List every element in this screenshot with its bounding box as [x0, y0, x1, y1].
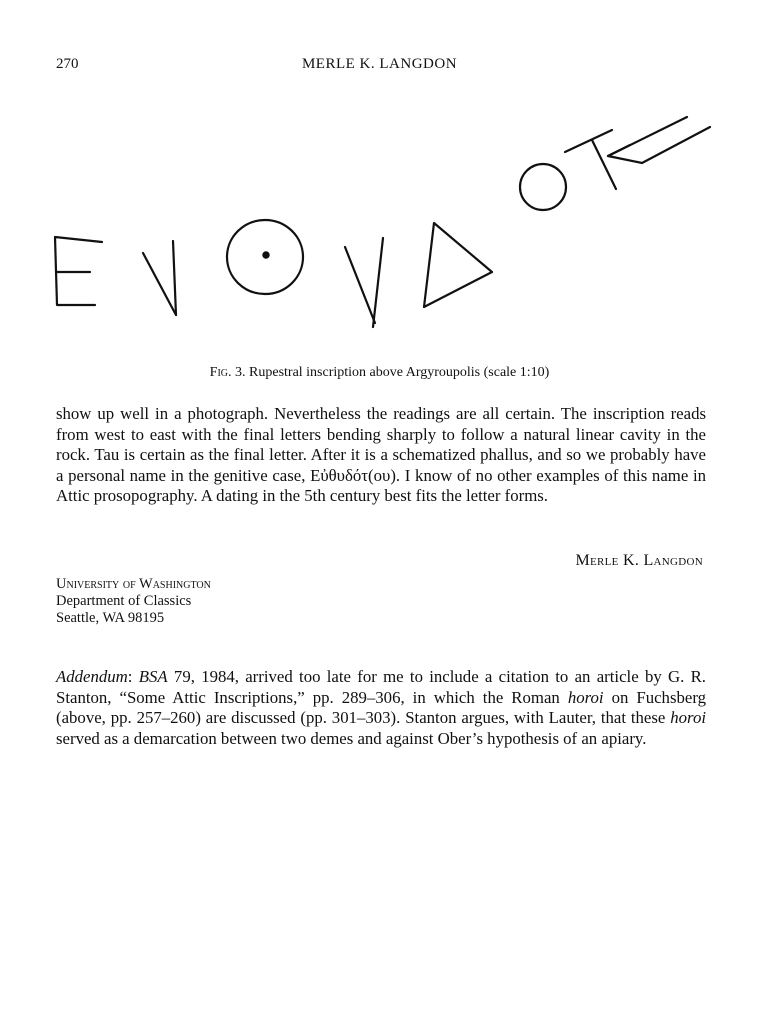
addendum-text-1: 79, 1984, arrived too late for me to include a citation to an article by G. R. Stanton, “Some Attic Inscriptions,” pp. 289–306, in which the Roman [56, 667, 706, 707]
author-signature: Merle K. Langdon [575, 552, 703, 569]
caption-text: Rupestral inscription above Argyroupolis (scale 1:10) [249, 365, 550, 380]
page-number: 270 [56, 56, 79, 72]
addendum-text-3: served as a demarcation between two demes and against Ober’s hypothesis of an apiary. [56, 728, 647, 748]
inscription-letter-theta [227, 220, 303, 294]
inscription-letter-epsilon [55, 237, 102, 305]
author-affiliation [56, 576, 211, 627]
greek-name: Εὐθυδότ(ου) [310, 465, 396, 485]
body-paragraph [56, 404, 706, 507]
inscription-letter-upsilon-2 [345, 238, 383, 327]
inscription-letter-omicron [520, 164, 566, 210]
institution: University of Washington [56, 576, 211, 592]
caption-label: Fig. 3. [209, 365, 246, 380]
department: Department of Classics [56, 593, 192, 609]
phallus-symbol [608, 117, 710, 163]
journal-abbrev: BSA [138, 667, 168, 686]
addendum-label: Addendum [56, 667, 128, 686]
figure-caption [0, 365, 759, 381]
horoi-term-1: horoi [567, 687, 604, 707]
body-text-2: . I know of no other examples of this name in Attic prosopography. A dating in the 5th century best fits the letter forms. [56, 465, 706, 506]
inscription-letter-delta [424, 223, 492, 307]
address: Seattle, WA 98195 [56, 610, 165, 626]
addendum: Addendum: BSA 79, 1984, arrived too late for me to include a citation to an article by G. R. Stanton, “Some Attic Inscriptions,” pp. 289–306, in which the Roman horoi on Fuchsberg (above, pp. 257–260) are discussed (pp. 301–303). Stanton argues, with Lauter, that these horoi served as a demarcation between two demes and against Ober’s hypothesis of an apiary. [56, 667, 706, 748]
addendum-text-2: on Fuchsberg (above, pp. 257–260) are discussed (pp. 301–303). Stanton argues, with Lauter, that these [56, 687, 706, 728]
horoi-term-2: horoi [670, 708, 706, 728]
inscription-figure [40, 105, 730, 335]
inscription-letter-tau [565, 130, 616, 189]
running-title: MERLE K. LANGDON [301, 56, 458, 72]
body-text-1: show up well in a photograph. Nevertheless the readings are all certain. The inscription reads from west to east with the final letters bending sharply to follow a natural linear cavity in the rock. Tau is certain as the final letter. After it is a schematized phallus, and so we probably have a personal name in the genitive case, [56, 404, 706, 485]
inscription-letter-upsilon-1 [143, 241, 176, 315]
